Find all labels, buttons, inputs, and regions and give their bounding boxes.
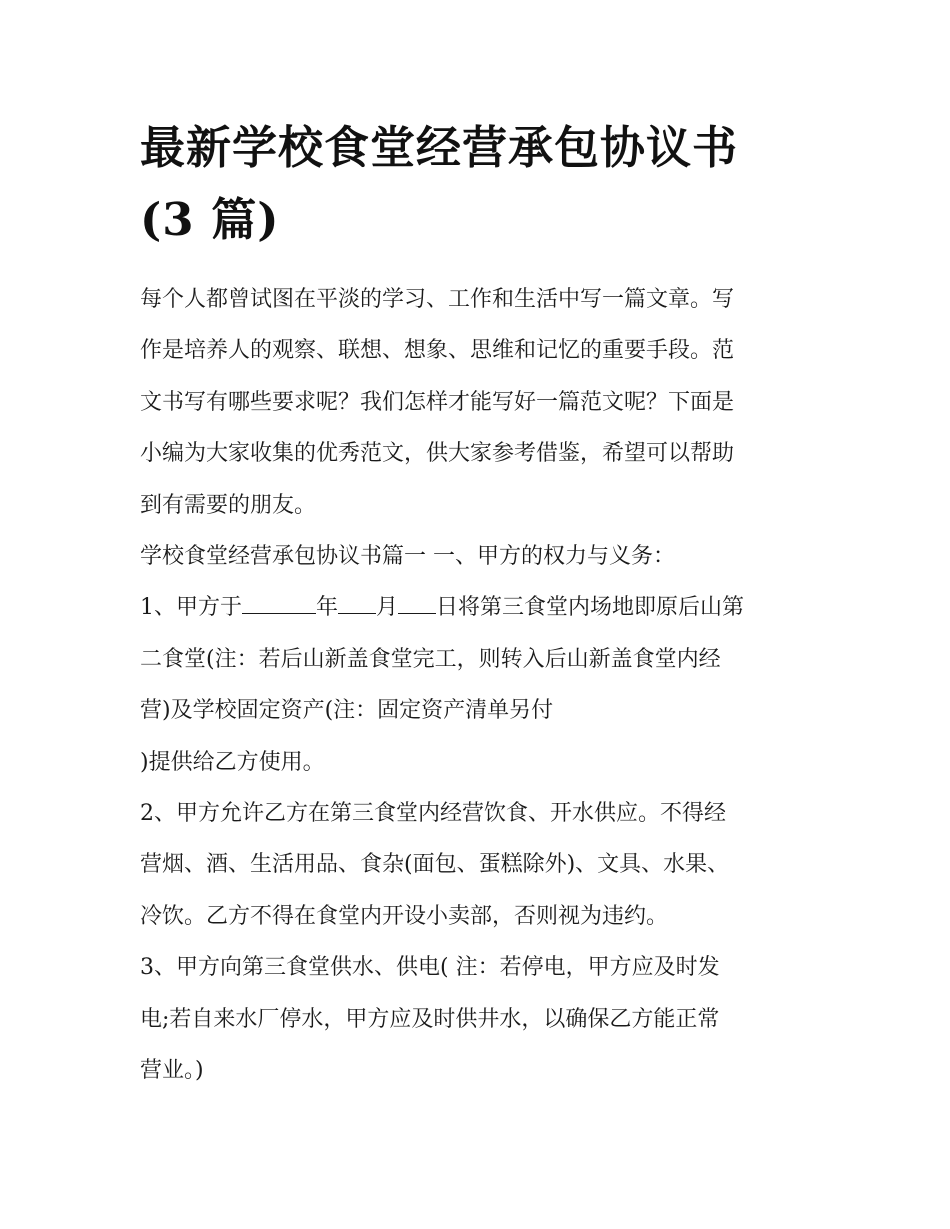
clause-1-line: 营)及学校固定资产(注：固定资产清单另付 [140,698,554,724]
clause-3-line: 3、甲方向第三食堂供水、供电( 注：若停电，甲方应及时发 [140,955,720,981]
intro-line: 文书写有哪些要求呢？我们怎样才能写好一篇范文呢？下面是 [140,389,735,415]
clause-2-line: 营烟、酒、生活用品、食杂(面包、蛋糕除外)、文具、水果、 [140,852,730,878]
intro-line: 每个人都曾试图在平淡的学习、工作和生活中写一篇文章。写 [140,287,735,312]
intro-line: 到有需要的朋友。 [140,492,317,518]
clause-3 [140,942,816,1096]
clause-1-line: )提供给乙方使用。 [140,749,325,775]
clause-3-line: 营业。) [140,1058,204,1084]
clause-2 [140,788,816,942]
title-line-1: 最新学校食堂经营承包协议书 [140,121,739,174]
document-title [140,112,816,256]
clause-2-line: 2、甲方允许乙方在第三食堂内经营饮食、开水供应。不得经 [140,801,726,827]
year-label: 年 [316,595,339,621]
intro-line: 作是培养人的观察、联想、想象、思维和记忆的重要手段。范 [140,338,735,364]
clause-2-line: 冷饮。乙方不得在食堂内开设小卖部，否则视为违约。 [140,903,669,929]
document-content [140,112,816,1097]
clause-1-line: 二食堂(注：若后山新盖食堂完工，则转入后山新盖食堂内经 [140,646,721,672]
clause-1-date-line [140,582,816,633]
title-line-2: (3 篇) [140,193,280,246]
day-blank [398,595,436,614]
month-label: 月 [376,595,399,621]
clause-3-line: 电;若自来水厂停水，甲方应及时供井水，以确保乙方能正常 [140,1006,720,1032]
clause-1-prefix: 1、甲方于 [140,595,242,621]
section-heading-text: 学校食堂经营承包协议书篇一 一、甲方的权力与义务： [140,544,675,570]
year-blank [242,595,316,614]
section-heading [140,531,816,582]
clause-1 [140,582,816,788]
intro-paragraph [140,274,816,531]
day-label-rest: 日将第三食堂内场地即原后山第 [436,595,745,621]
month-blank [338,595,376,614]
intro-line: 小编为大家收集的优秀范文，供大家参考借鉴，希望可以帮助 [140,441,735,467]
